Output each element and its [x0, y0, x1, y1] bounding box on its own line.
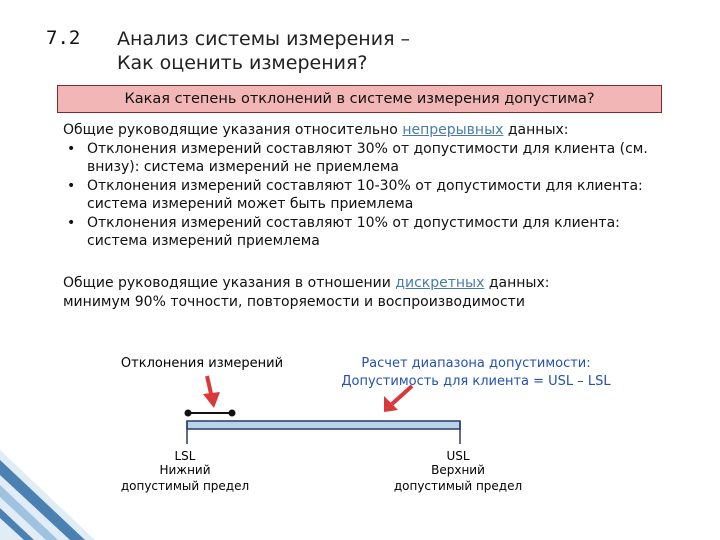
variation-segment — [185, 410, 236, 417]
lsl-name: Нижний — [159, 463, 211, 477]
question-banner: Какая степень отклонений в системе измерения допустима? — [57, 85, 662, 113]
continuous-link[interactable]: непрерывных — [402, 122, 504, 138]
page-title — [117, 27, 410, 75]
discrete-link[interactable]: дискретных — [395, 275, 485, 291]
tolerance-calc-label-1: Расчет диапазона допустимости: — [361, 356, 591, 371]
continuous-guidelines — [63, 121, 673, 251]
discrete-line-2: минимум 90% точности, повторяемости и воспроизводимости — [63, 294, 525, 310]
lsl-code: LSL — [174, 449, 196, 463]
usl-name: Верхний — [431, 463, 485, 477]
usl-code: USL — [446, 449, 470, 463]
discrete-text: Общие руководящие указания в отношении — [63, 275, 396, 291]
title-line-2: Как оценить измерения? — [117, 52, 368, 74]
corner-decoration — [0, 450, 95, 540]
discrete-intro — [63, 274, 673, 293]
discrete-text-end: данных: — [484, 275, 550, 291]
bullet-item: • Отклонения измерений составляют 10% от допустимости для клиента: система измерений приемлема — [63, 214, 673, 251]
bullet-item: • Отклонения измерений составляют 30% от допустимости для клиента (см. внизу): система измерений не приемлема — [63, 140, 673, 177]
continuous-intro — [63, 121, 673, 140]
intro-text-end: данных: — [503, 122, 569, 138]
tolerance-diagram — [0, 340, 720, 540]
discrete-guidelines — [63, 274, 673, 312]
tolerance-bar — [187, 421, 460, 429]
variation-label: Отклонения измерений — [120, 356, 284, 371]
usl-desc: допустимый предел — [393, 479, 523, 493]
lsl-desc: допустимый предел — [120, 479, 250, 493]
arrow-icon — [203, 376, 220, 408]
arrow-icon — [384, 386, 412, 412]
continuous-bullets — [63, 140, 673, 251]
bullet-item: • Отклонения измерений составляют 10-30% от допустимости для клиента: система измерений может быть приемлема — [63, 177, 673, 214]
section-number: 7.2 — [46, 27, 81, 49]
tolerance-calc-label-2: Допустимость для клиента = USL – LSL — [341, 374, 611, 389]
intro-text: Общие руководящие указания относительно — [63, 122, 403, 138]
title-line-1: Анализ системы измерения – — [117, 28, 411, 50]
